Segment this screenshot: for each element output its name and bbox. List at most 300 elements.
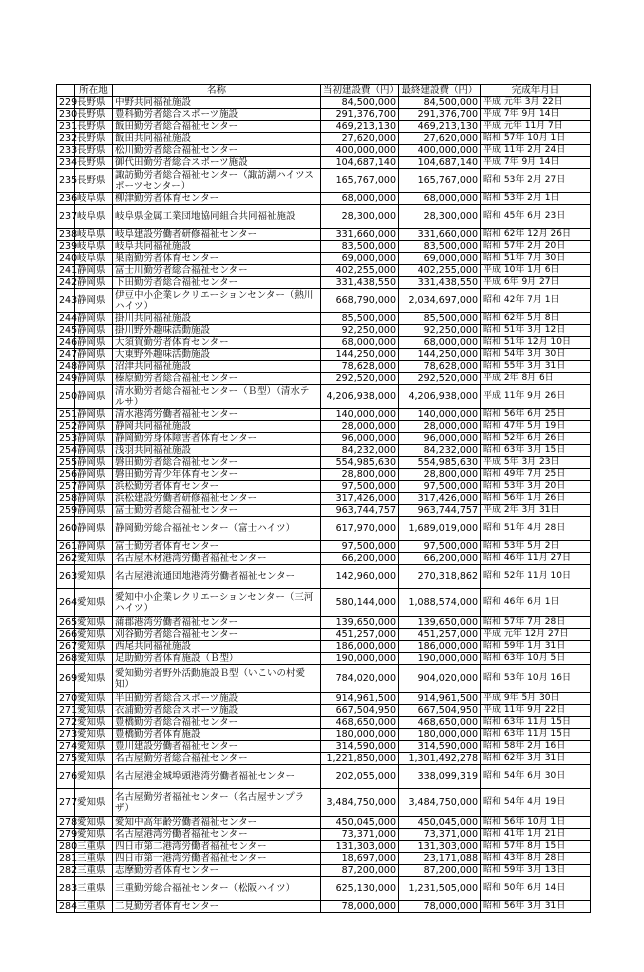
table-row xyxy=(57,729,591,741)
completion-date-cell: 昭和 49年 7月 25日 xyxy=(481,469,591,481)
table-row xyxy=(57,641,591,653)
final-cost-cell: 400,000,000 xyxy=(399,145,481,157)
table-row xyxy=(57,193,591,205)
row-number-cell: 261 xyxy=(57,541,75,553)
location-cell: 静岡県 xyxy=(75,457,113,469)
location-cell: 三重県 xyxy=(75,841,113,853)
table-row xyxy=(57,337,591,349)
final-cost-cell: 84,500,000 xyxy=(399,97,481,109)
facility-table-sheet xyxy=(56,84,590,913)
facility-name-cell: 志摩勤労者体育センター xyxy=(113,865,321,877)
completion-date-cell: 昭和 52年 11月 10日 xyxy=(481,565,591,589)
table-row xyxy=(57,361,591,373)
completion-date-cell: 昭和 50年 6月 14日 xyxy=(481,877,591,901)
completion-date-cell: 平成 5年 3月 23日 xyxy=(481,457,591,469)
final-cost-cell: 291,376,700 xyxy=(399,109,481,121)
facility-name-cell: 三重勤労総合福祉センター（松阪ハイツ） xyxy=(113,877,321,901)
final-cost-cell: 3,484,750,000 xyxy=(399,789,481,817)
initial-cost-cell: 668,790,000 xyxy=(321,289,399,313)
facility-name-cell: 柳津勤労者体育センター xyxy=(113,193,321,205)
completion-date-cell: 平成 元年 3月 22日 xyxy=(481,97,591,109)
initial-cost-cell: 131,303,000 xyxy=(321,841,399,853)
location-cell: 岐阜県 xyxy=(75,241,113,253)
completion-date-cell: 昭和 56年 1月 26日 xyxy=(481,493,591,505)
final-cost-cell: 68,000,000 xyxy=(399,337,481,349)
table-row xyxy=(57,421,591,433)
facility-name-cell: 岐阜県金属工業団地協同組合共同福祉施設 xyxy=(113,205,321,229)
completion-date-cell: 平成 11年 9月 22日 xyxy=(481,705,591,717)
row-number-cell: 269 xyxy=(57,665,75,693)
location-cell: 静岡県 xyxy=(75,433,113,445)
final-cost-cell: 144,250,000 xyxy=(399,349,481,361)
initial-cost-cell: 180,000,000 xyxy=(321,729,399,741)
final-cost-cell: 338,099,319 xyxy=(399,765,481,789)
facility-name-cell: 巣南勤労者体育センター xyxy=(113,253,321,265)
table-row xyxy=(57,493,591,505)
table-row xyxy=(57,541,591,553)
table-row xyxy=(57,877,591,901)
completion-date-cell: 昭和 57年 7月 28日 xyxy=(481,617,591,629)
final-cost-cell: 963,744,757 xyxy=(399,505,481,517)
final-cost-cell: 104,687,140 xyxy=(399,157,481,169)
completion-date-cell: 昭和 46年 11月 27日 xyxy=(481,553,591,565)
completion-date-cell: 昭和 54年 4月 19日 xyxy=(481,789,591,817)
row-number-cell: 241 xyxy=(57,265,75,277)
row-number-cell: 280 xyxy=(57,841,75,853)
row-number-cell: 243 xyxy=(57,289,75,313)
location-cell: 長野県 xyxy=(75,157,113,169)
location-cell: 愛知県 xyxy=(75,829,113,841)
facility-name-cell: 大須賀勤労者体育センター xyxy=(113,337,321,349)
row-number-cell: 230 xyxy=(57,109,75,121)
final-cost-cell: 451,257,000 xyxy=(399,629,481,641)
location-cell: 静岡県 xyxy=(75,313,113,325)
row-number-cell: 277 xyxy=(57,789,75,817)
row-number-cell: 236 xyxy=(57,193,75,205)
final-cost-cell: 4,206,938,000 xyxy=(399,385,481,409)
initial-cost-cell: 28,800,000 xyxy=(321,469,399,481)
row-number-cell: 244 xyxy=(57,313,75,325)
table-row xyxy=(57,313,591,325)
initial-cost-cell: 580,144,000 xyxy=(321,589,399,617)
table-row xyxy=(57,121,591,133)
completion-date-cell: 昭和 63年 3月 15日 xyxy=(481,445,591,457)
final-cost-cell: 97,500,000 xyxy=(399,541,481,553)
facility-name-cell: 松川勤労者総合福祉センター xyxy=(113,145,321,157)
location-cell: 愛知県 xyxy=(75,589,113,617)
facility-name-cell: 伊豆中小企業レクリエーションセンター（熱川ハイツ） xyxy=(113,289,321,313)
table-body xyxy=(57,97,591,913)
completion-date-cell: 昭和 53年 5月 2日 xyxy=(481,541,591,553)
row-number-cell: 273 xyxy=(57,729,75,741)
table-row xyxy=(57,349,591,361)
completion-date-cell: 昭和 62年 3月 31日 xyxy=(481,753,591,765)
initial-cost-cell: 165,767,000 xyxy=(321,169,399,193)
table-row xyxy=(57,409,591,421)
completion-date-cell: 平成 7年 9月 14日 xyxy=(481,109,591,121)
final-cost-cell: 28,300,000 xyxy=(399,205,481,229)
final-cost-cell: 83,500,000 xyxy=(399,241,481,253)
row-number-cell: 252 xyxy=(57,421,75,433)
final-cost-cell: 270,318,862 xyxy=(399,565,481,589)
location-cell: 愛知県 xyxy=(75,753,113,765)
final-cost-cell: 314,590,000 xyxy=(399,741,481,753)
completion-date-cell: 昭和 46年 6月 1日 xyxy=(481,589,591,617)
location-cell: 静岡県 xyxy=(75,505,113,517)
final-cost-cell: 96,000,000 xyxy=(399,433,481,445)
row-number-cell: 234 xyxy=(57,157,75,169)
row-number-cell: 246 xyxy=(57,337,75,349)
table-row xyxy=(57,157,591,169)
final-cost-cell: 78,628,000 xyxy=(399,361,481,373)
location-cell: 岐阜県 xyxy=(75,253,113,265)
completion-date-cell: 昭和 62年 5月 8日 xyxy=(481,313,591,325)
completion-date-cell: 平成 7年 9月 14日 xyxy=(481,157,591,169)
location-cell: 愛知県 xyxy=(75,765,113,789)
table-row xyxy=(57,589,591,617)
location-cell: 愛知県 xyxy=(75,817,113,829)
final-cost-cell: 317,426,000 xyxy=(399,493,481,505)
table-row xyxy=(57,445,591,457)
completion-date-cell: 昭和 47年 5月 19日 xyxy=(481,421,591,433)
location-cell: 長野県 xyxy=(75,97,113,109)
initial-cost-cell: 554,985,630 xyxy=(321,457,399,469)
facility-name-cell: 愛知中小企業レクリエーションセンター（三河ハイツ） xyxy=(113,589,321,617)
row-number-cell: 274 xyxy=(57,741,75,753)
location-cell: 愛知県 xyxy=(75,629,113,641)
facility-name-cell: 御代田勤労者総合スポーツ施設 xyxy=(113,157,321,169)
facility-name-cell: 岐阜共同福祉施設 xyxy=(113,241,321,253)
facility-name-cell: 四日市第一港湾労働者福祉センター xyxy=(113,853,321,865)
facility-name-cell: 浜松建設労働者研修福祉センター xyxy=(113,493,321,505)
initial-cost-cell: 331,438,550 xyxy=(321,277,399,289)
facility-name-cell: 足助勤労者体育施設（Ｂ型） xyxy=(113,653,321,665)
facility-name-cell: 大東野外趣味活動施設 xyxy=(113,349,321,361)
table-row xyxy=(57,617,591,629)
final-cost-cell: 190,000,000 xyxy=(399,653,481,665)
completion-date-cell: 昭和 51年 3月 12日 xyxy=(481,325,591,337)
completion-date-cell: 昭和 55年 3月 31日 xyxy=(481,361,591,373)
completion-date-cell: 昭和 62年 12月 26日 xyxy=(481,229,591,241)
header-final-cost: 最終建設費（円） xyxy=(399,85,481,97)
facility-name-cell: 掛川共同福祉施設 xyxy=(113,313,321,325)
table-row xyxy=(57,325,591,337)
facility-name-cell: 名古屋勤労者福祉センター（名古屋サンプラザ） xyxy=(113,789,321,817)
facility-name-cell: 愛知中高年齢労働者福祉センター xyxy=(113,817,321,829)
initial-cost-cell: 84,232,000 xyxy=(321,445,399,457)
location-cell: 静岡県 xyxy=(75,421,113,433)
initial-cost-cell: 292,520,000 xyxy=(321,373,399,385)
facility-name-cell: 清水港湾労働者福祉センター xyxy=(113,409,321,421)
location-cell: 愛知県 xyxy=(75,565,113,589)
table-row xyxy=(57,753,591,765)
completion-date-cell: 昭和 53年 2月 1日 xyxy=(481,193,591,205)
row-number-cell: 257 xyxy=(57,481,75,493)
location-cell: 愛知県 xyxy=(75,653,113,665)
initial-cost-cell: 97,500,000 xyxy=(321,541,399,553)
row-number-cell: 282 xyxy=(57,865,75,877)
location-cell: 愛知県 xyxy=(75,789,113,817)
final-cost-cell: 2,034,697,000 xyxy=(399,289,481,313)
completion-date-cell: 昭和 52年 6月 26日 xyxy=(481,433,591,445)
facility-name-cell: 榛原勤労者総合福祉センター xyxy=(113,373,321,385)
facility-name-cell: 刈谷勤労者総合福祉センター xyxy=(113,629,321,641)
location-cell: 静岡県 xyxy=(75,469,113,481)
final-cost-cell: 23,171,088 xyxy=(399,853,481,865)
initial-cost-cell: 83,500,000 xyxy=(321,241,399,253)
facility-name-cell: 掛川野外趣味活動施設 xyxy=(113,325,321,337)
completion-date-cell: 昭和 45年 6月 23日 xyxy=(481,205,591,229)
location-cell: 静岡県 xyxy=(75,325,113,337)
location-cell: 三重県 xyxy=(75,853,113,865)
final-cost-cell: 78,000,000 xyxy=(399,901,481,913)
initial-cost-cell: 914,961,500 xyxy=(321,693,399,705)
row-number-cell: 278 xyxy=(57,817,75,829)
location-cell: 静岡県 xyxy=(75,373,113,385)
facility-name-cell: 蒲郡港湾労働者福祉センター xyxy=(113,617,321,629)
initial-cost-cell: 331,660,000 xyxy=(321,229,399,241)
table-row xyxy=(57,277,591,289)
facility-name-cell: 名古屋港湾労働者福祉センター xyxy=(113,829,321,841)
completion-date-cell: 昭和 56年 6月 25日 xyxy=(481,409,591,421)
final-cost-cell: 140,000,000 xyxy=(399,409,481,421)
row-number-cell: 259 xyxy=(57,505,75,517)
facility-name-cell: 名古屋木材港湾労働者福祉センター xyxy=(113,553,321,565)
final-cost-cell: 554,985,630 xyxy=(399,457,481,469)
facility-name-cell: 名古屋勤労者総合福祉センター xyxy=(113,753,321,765)
completion-date-cell: 平成 2年 8月 6日 xyxy=(481,373,591,385)
initial-cost-cell: 468,650,000 xyxy=(321,717,399,729)
row-number-cell: 270 xyxy=(57,693,75,705)
table-row xyxy=(57,229,591,241)
facility-name-cell: 下田勤労者総合福祉センター xyxy=(113,277,321,289)
header-row xyxy=(57,85,591,97)
table-row xyxy=(57,665,591,693)
table-row xyxy=(57,457,591,469)
location-cell: 三重県 xyxy=(75,877,113,901)
table-row xyxy=(57,765,591,789)
table-row xyxy=(57,481,591,493)
initial-cost-cell: 97,500,000 xyxy=(321,481,399,493)
header-initial-cost: 当初建設費（円） xyxy=(321,85,399,97)
table-row xyxy=(57,717,591,729)
initial-cost-cell: 314,590,000 xyxy=(321,741,399,753)
facility-name-cell: 静岡勤労総合福祉センター（富士ハイツ） xyxy=(113,517,321,541)
completion-date-cell: 昭和 53年 3月 20日 xyxy=(481,481,591,493)
completion-date-cell: 昭和 58年 2月 16日 xyxy=(481,741,591,753)
initial-cost-cell: 84,500,000 xyxy=(321,97,399,109)
initial-cost-cell: 140,000,000 xyxy=(321,409,399,421)
completion-date-cell: 昭和 41年 1月 21日 xyxy=(481,829,591,841)
initial-cost-cell: 69,000,000 xyxy=(321,253,399,265)
initial-cost-cell: 142,960,000 xyxy=(321,565,399,589)
final-cost-cell: 1,301,492,278 xyxy=(399,753,481,765)
row-number-cell: 239 xyxy=(57,241,75,253)
row-number-cell: 283 xyxy=(57,877,75,901)
row-number-cell: 258 xyxy=(57,493,75,505)
completion-date-cell: 昭和 57年 2月 20日 xyxy=(481,241,591,253)
completion-date-cell: 昭和 54年 6月 30日 xyxy=(481,765,591,789)
location-cell: 静岡県 xyxy=(75,493,113,505)
table-row xyxy=(57,433,591,445)
location-cell: 愛知県 xyxy=(75,665,113,693)
initial-cost-cell: 68,000,000 xyxy=(321,337,399,349)
facility-name-cell: 富士川勤労者総合福祉センター xyxy=(113,265,321,277)
initial-cost-cell: 617,970,000 xyxy=(321,517,399,541)
table-row xyxy=(57,517,591,541)
row-number-cell: 251 xyxy=(57,409,75,421)
final-cost-cell: 450,045,000 xyxy=(399,817,481,829)
completion-date-cell: 平成 6年 9月 27日 xyxy=(481,277,591,289)
table-row xyxy=(57,241,591,253)
facility-name-cell: 静岡勤労身体障害者体育センター xyxy=(113,433,321,445)
facility-name-cell: 名古屋港金城埠頭港湾労働者福祉センター xyxy=(113,765,321,789)
table-row xyxy=(57,789,591,817)
facility-name-cell: 豊橋勤労者総合福祉センター xyxy=(113,717,321,729)
facility-name-cell: 浜松勤労者体育センター xyxy=(113,481,321,493)
final-cost-cell: 139,650,000 xyxy=(399,617,481,629)
completion-date-cell: 平成 元年 12月 27日 xyxy=(481,629,591,641)
location-cell: 愛知県 xyxy=(75,717,113,729)
final-cost-cell: 97,500,000 xyxy=(399,481,481,493)
initial-cost-cell: 400,000,000 xyxy=(321,145,399,157)
table-row xyxy=(57,901,591,913)
row-number-cell: 262 xyxy=(57,553,75,565)
facility-name-cell: 四日市第二港湾労働者福祉センター xyxy=(113,841,321,853)
initial-cost-cell: 87,200,000 xyxy=(321,865,399,877)
location-cell: 岐阜県 xyxy=(75,229,113,241)
header-name: 名称 xyxy=(113,85,321,97)
initial-cost-cell: 139,650,000 xyxy=(321,617,399,629)
table-row xyxy=(57,505,591,517)
row-number-cell: 284 xyxy=(57,901,75,913)
location-cell: 静岡県 xyxy=(75,349,113,361)
final-cost-cell: 1,088,574,000 xyxy=(399,589,481,617)
row-number-cell: 235 xyxy=(57,169,75,193)
table-row xyxy=(57,145,591,157)
location-cell: 長野県 xyxy=(75,145,113,157)
initial-cost-cell: 402,255,000 xyxy=(321,265,399,277)
location-cell: 三重県 xyxy=(75,901,113,913)
location-cell: 三重県 xyxy=(75,865,113,877)
completion-date-cell: 平成 10年 1月 6日 xyxy=(481,265,591,277)
table-row xyxy=(57,741,591,753)
row-number-cell: 231 xyxy=(57,121,75,133)
row-number-cell: 264 xyxy=(57,589,75,617)
completion-date-cell: 平成 9年 5月 30日 xyxy=(481,693,591,705)
facility-name-cell: 富士勤労者総合福祉センター xyxy=(113,505,321,517)
row-number-cell: 256 xyxy=(57,469,75,481)
table-row xyxy=(57,841,591,853)
final-cost-cell: 84,232,000 xyxy=(399,445,481,457)
final-cost-cell: 402,255,000 xyxy=(399,265,481,277)
initial-cost-cell: 667,504,950 xyxy=(321,705,399,717)
facility-name-cell: 浅羽共同福祉施設 xyxy=(113,445,321,457)
table-row xyxy=(57,133,591,145)
completion-date-cell: 昭和 51年 7月 30日 xyxy=(481,253,591,265)
facility-name-cell: 中野共同福祉施設 xyxy=(113,97,321,109)
initial-cost-cell: 144,250,000 xyxy=(321,349,399,361)
final-cost-cell: 1,231,505,000 xyxy=(399,877,481,901)
completion-date-cell: 平成 元年 11月 7日 xyxy=(481,121,591,133)
initial-cost-cell: 27,620,000 xyxy=(321,133,399,145)
completion-date-cell: 昭和 57年 8月 15日 xyxy=(481,841,591,853)
table-row xyxy=(57,853,591,865)
table-row xyxy=(57,829,591,841)
completion-date-cell: 昭和 63年 11月 15日 xyxy=(481,717,591,729)
completion-date-cell: 昭和 53年 10月 16日 xyxy=(481,665,591,693)
facility-name-cell: 静岡共同福祉施設 xyxy=(113,421,321,433)
facility-name-cell: 沼津共同福祉施設 xyxy=(113,361,321,373)
row-number-cell: 263 xyxy=(57,565,75,589)
completion-date-cell: 昭和 43年 8月 28日 xyxy=(481,853,591,865)
table-row xyxy=(57,109,591,121)
initial-cost-cell: 186,000,000 xyxy=(321,641,399,653)
row-number-cell: 279 xyxy=(57,829,75,841)
initial-cost-cell: 96,000,000 xyxy=(321,433,399,445)
row-number-cell: 253 xyxy=(57,433,75,445)
initial-cost-cell: 451,257,000 xyxy=(321,629,399,641)
initial-cost-cell: 3,484,750,000 xyxy=(321,789,399,817)
initial-cost-cell: 4,206,938,000 xyxy=(321,385,399,409)
initial-cost-cell: 469,213,130 xyxy=(321,121,399,133)
location-cell: 愛知県 xyxy=(75,705,113,717)
location-cell: 静岡県 xyxy=(75,289,113,313)
location-cell: 静岡県 xyxy=(75,265,113,277)
table-row xyxy=(57,653,591,665)
location-cell: 静岡県 xyxy=(75,361,113,373)
table-row xyxy=(57,253,591,265)
initial-cost-cell: 92,250,000 xyxy=(321,325,399,337)
header-completion-date: 完成年月日 xyxy=(481,85,591,97)
final-cost-cell: 131,303,000 xyxy=(399,841,481,853)
completion-date-cell: 平成 11年 2月 24日 xyxy=(481,145,591,157)
final-cost-cell: 66,200,000 xyxy=(399,553,481,565)
facility-name-cell: 豊科勤労者総合スポーツ施設 xyxy=(113,109,321,121)
final-cost-cell: 186,000,000 xyxy=(399,641,481,653)
completion-date-cell: 昭和 42年 7月 1日 xyxy=(481,289,591,313)
final-cost-cell: 27,620,000 xyxy=(399,133,481,145)
final-cost-cell: 292,520,000 xyxy=(399,373,481,385)
completion-date-cell: 昭和 53年 2月 27日 xyxy=(481,169,591,193)
initial-cost-cell: 78,628,000 xyxy=(321,361,399,373)
table-row xyxy=(57,373,591,385)
completion-date-cell: 昭和 56年 10月 1日 xyxy=(481,817,591,829)
row-number-cell: 229 xyxy=(57,97,75,109)
final-cost-cell: 331,438,550 xyxy=(399,277,481,289)
initial-cost-cell: 317,426,000 xyxy=(321,493,399,505)
location-cell: 愛知県 xyxy=(75,617,113,629)
facility-name-cell: 清水勤労者総合福祉センター（Ｂ型）（清水テルサ） xyxy=(113,385,321,409)
completion-date-cell: 昭和 56年 3月 31日 xyxy=(481,901,591,913)
table-row xyxy=(57,629,591,641)
facility-table xyxy=(56,84,591,913)
row-number-cell: 238 xyxy=(57,229,75,241)
location-cell: 愛知県 xyxy=(75,741,113,753)
final-cost-cell: 1,689,019,000 xyxy=(399,517,481,541)
location-cell: 静岡県 xyxy=(75,409,113,421)
table-row xyxy=(57,817,591,829)
initial-cost-cell: 784,020,000 xyxy=(321,665,399,693)
facility-name-cell: 磐田勤労者総合福祉センター xyxy=(113,457,321,469)
location-cell: 静岡県 xyxy=(75,517,113,541)
initial-cost-cell: 66,200,000 xyxy=(321,553,399,565)
initial-cost-cell: 190,000,000 xyxy=(321,653,399,665)
table-row xyxy=(57,265,591,277)
location-cell: 静岡県 xyxy=(75,277,113,289)
facility-name-cell: 西尾共同福祉施設 xyxy=(113,641,321,653)
final-cost-cell: 180,000,000 xyxy=(399,729,481,741)
